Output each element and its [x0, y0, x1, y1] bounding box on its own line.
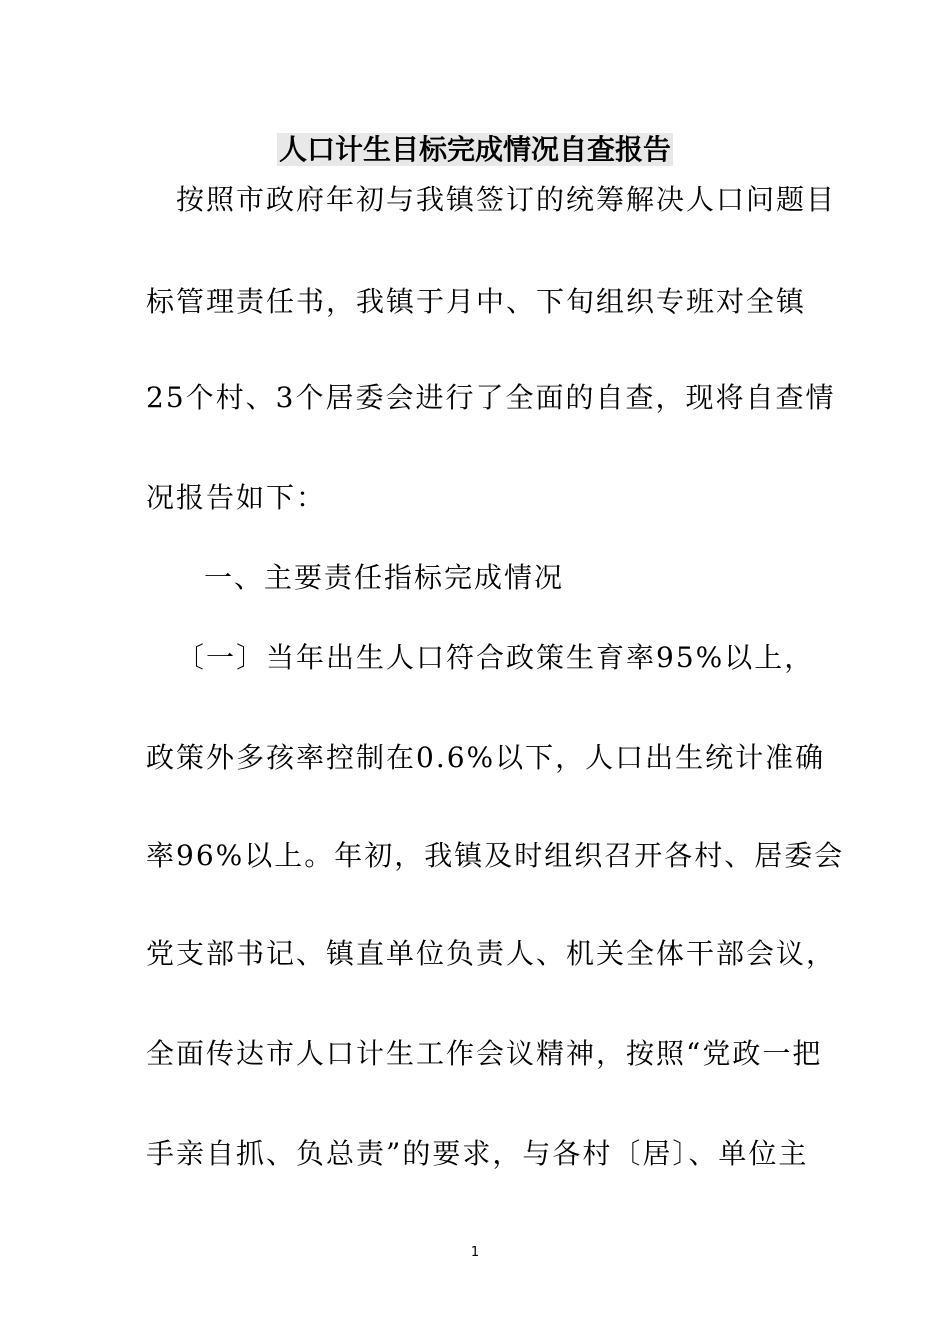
body-line-8: 率96%以上。年初，我镇及时组织召开各村、居委会: [146, 839, 845, 872]
page-number: 1: [470, 1245, 480, 1260]
body-line-2: 标管理责任书，我镇于月中、下旬组织专班对全镇: [146, 285, 807, 318]
body-line-10: 全面传达市人口计生工作会议精神，按照“党政一把: [146, 1037, 823, 1070]
document-title-text: 人口计生目标完成情况自查报告: [278, 133, 671, 166]
body-line-3: 25个村、3个居委会进行了全面的自查，现将自查情: [146, 381, 836, 414]
body-line-7: 政策外多孩率控制在0.6%以下，人口出生统计准确: [146, 741, 826, 774]
body-line-6: 〔一〕当年出生人口符合政策生育率95%以上，: [176, 641, 815, 674]
body-line-4: 况报告如下：: [146, 481, 327, 514]
section-heading-1: 一、主要责任指标完成情况: [204, 561, 565, 594]
body-line-9: 党支部书记、镇直单位负责人、机关全体干部会议，: [146, 937, 837, 970]
document-title: [0, 128, 950, 172]
body-line-1: 按照市政府年初与我镇签订的统筹解决人口问题目: [176, 183, 837, 216]
body-line-11: 手亲自抓、负总责”的要求，与各村〔居〕、单位主: [146, 1137, 809, 1170]
